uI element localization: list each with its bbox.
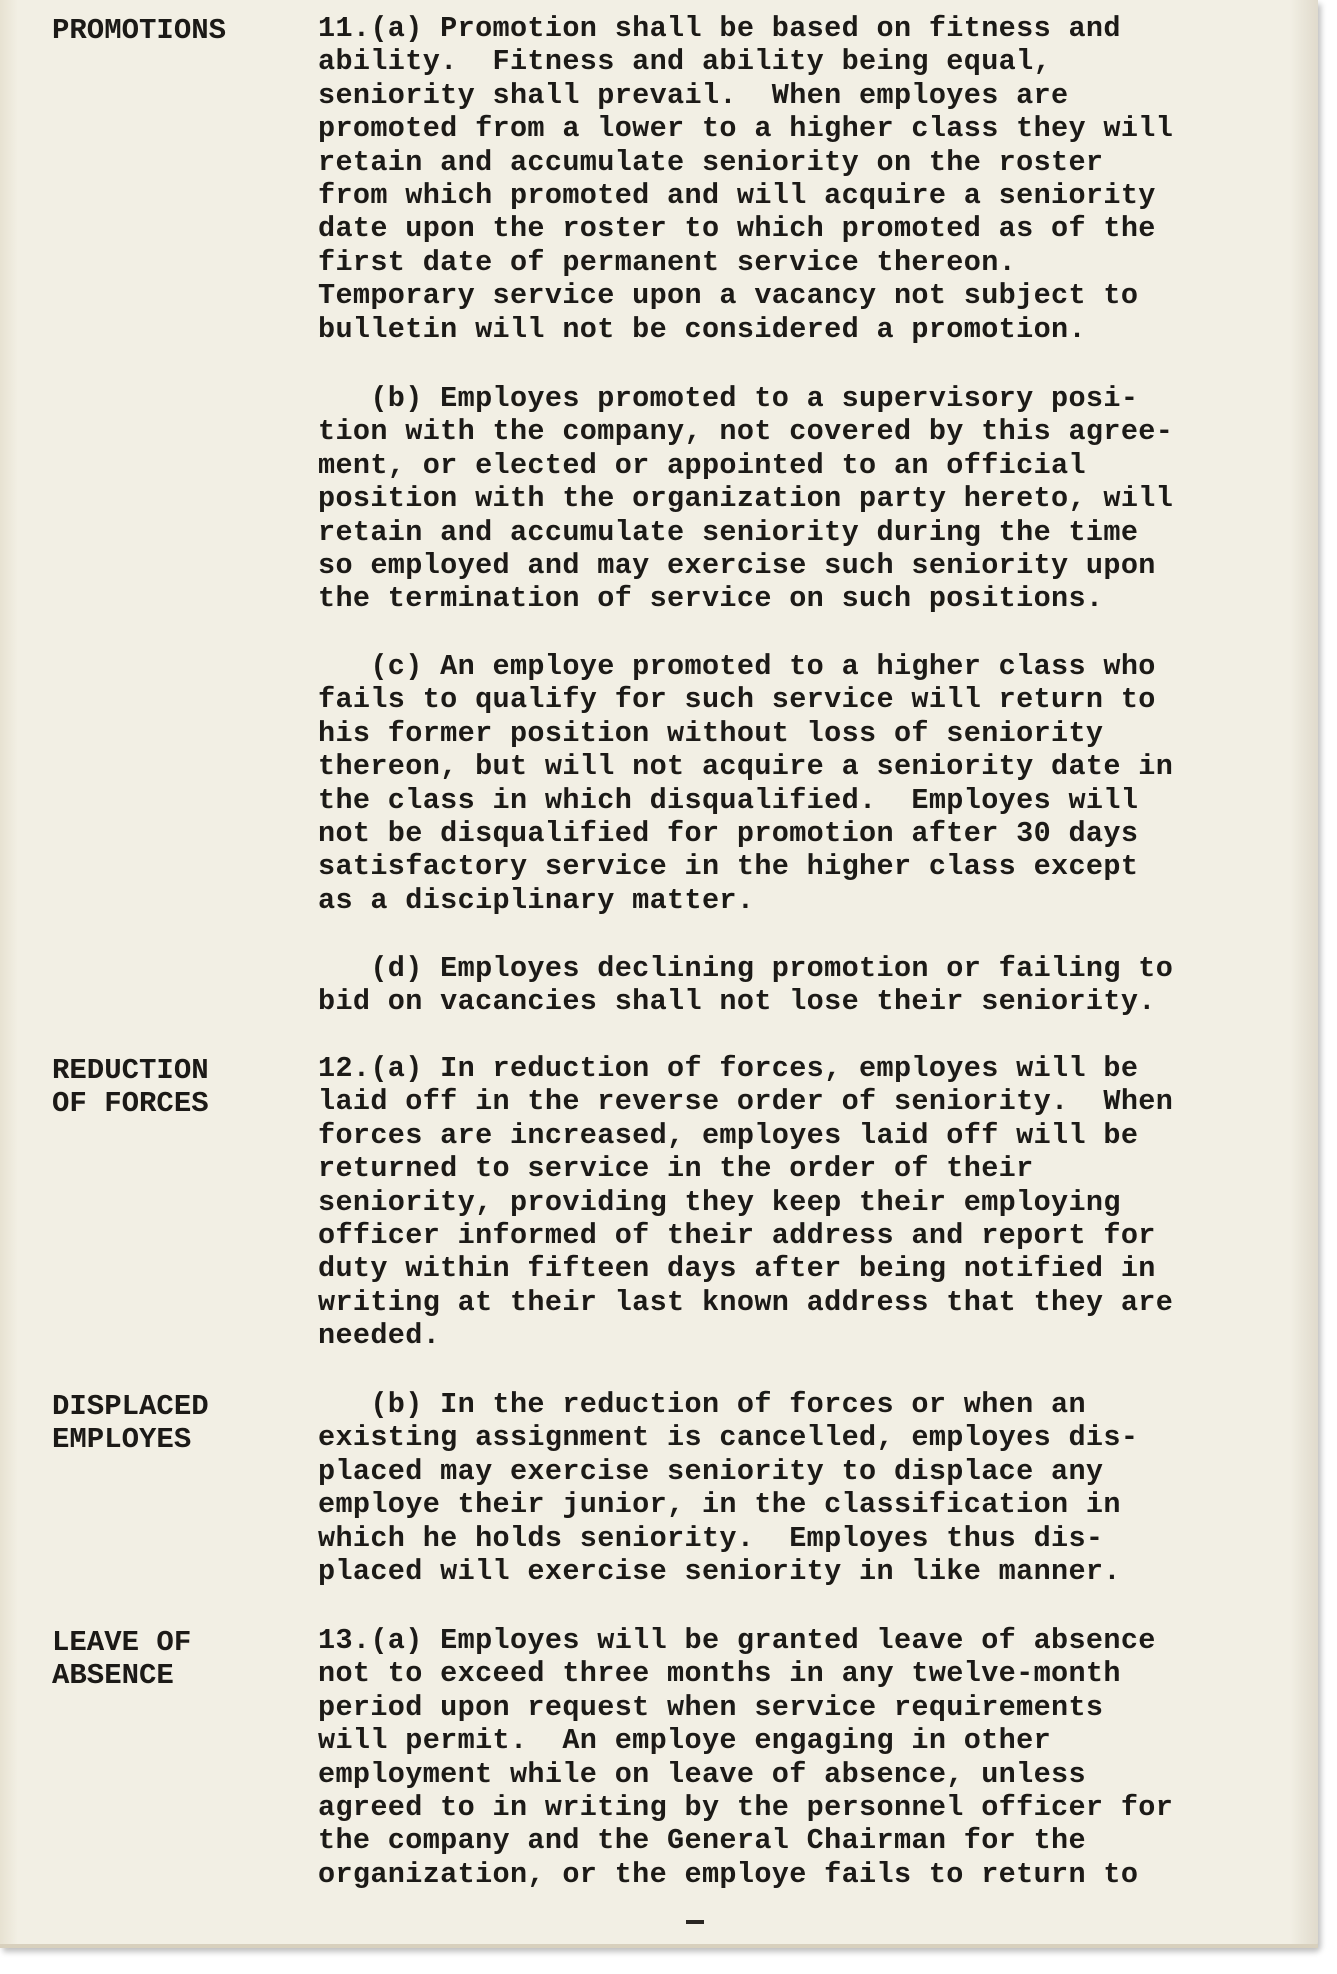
text-line: promoted from a lower to a higher class they will bbox=[318, 112, 1174, 146]
text-line: the class in which disqualified. Employes will bbox=[318, 783, 1139, 817]
text-line: retain and accumulate seniority during the time bbox=[318, 515, 1139, 549]
page-bottom-edge bbox=[0, 1944, 1318, 1948]
text-line: placed may exercise seniority to displace any bbox=[318, 1454, 1104, 1488]
text-line: bulletin will not be considered a promotion. bbox=[318, 312, 1086, 346]
text-line: laid off in the reverse order of seniority. When bbox=[318, 1085, 1174, 1119]
text-line: retain and accumulate seniority on the roster bbox=[318, 145, 1104, 179]
text-line: ability. Fitness and ability being equal, bbox=[318, 45, 1052, 79]
paragraph-11d bbox=[318, 952, 1318, 1019]
text-line: employe their junior, in the classification in bbox=[318, 1488, 1121, 1522]
text-line: not to exceed three months in any twelve-month bbox=[318, 1657, 1121, 1691]
margin-heading-leave-of-absence: LEAVE OF ABSENCE bbox=[52, 1626, 192, 1692]
text-line: organization, or the employe fails to return to bbox=[318, 1857, 1139, 1891]
margin-heading-reduction-of-forces: REDUCTION OF FORCES bbox=[52, 1054, 209, 1120]
text-line: the termination of service on such positions. bbox=[318, 582, 1104, 616]
text-line: employment while on leave of absence, unless bbox=[318, 1757, 1086, 1791]
text-line: tion with the company, not covered by this agree- bbox=[318, 415, 1174, 449]
text-line: satisfactory service in the higher class except bbox=[318, 850, 1139, 884]
text-line: seniority, providing they keep their employing bbox=[318, 1185, 1121, 1219]
text-line: period upon request when service requirements bbox=[318, 1690, 1104, 1724]
text-line: will permit. An employe engaging in other bbox=[318, 1724, 1052, 1758]
text-line: (b) Employes promoted to a supervisory posi- bbox=[318, 382, 1139, 415]
text-line: forces are increased, employes laid off will be bbox=[318, 1118, 1139, 1152]
paragraph-12a bbox=[318, 1052, 1318, 1353]
text-line: (d) Employes declining promotion or failing to bbox=[318, 952, 1174, 985]
margin-heading-promotions: PROMOTIONS bbox=[52, 14, 227, 47]
text-line: 12.(a) In reduction of forces, employes will be bbox=[318, 1052, 1139, 1085]
text-line: 11.(a) Promotion shall be based on fitness and bbox=[318, 12, 1121, 45]
text-line: seniority shall prevail. When employes are bbox=[318, 78, 1069, 112]
text-line: not be disqualified for promotion after 30 days bbox=[318, 816, 1139, 850]
margin-heading-displaced-employes: DISPLACED EMPLOYES bbox=[52, 1390, 209, 1456]
text-line: needed. bbox=[318, 1319, 441, 1353]
text-line: writing at their last known address that they are bbox=[318, 1285, 1174, 1319]
text-line: date upon the roster to which promoted as of the bbox=[318, 212, 1156, 246]
text-line: his former position without loss of seniority bbox=[318, 716, 1104, 750]
paragraph-13a bbox=[318, 1624, 1318, 1891]
text-line: thereon, but will not acquire a seniority date in bbox=[318, 750, 1174, 784]
page-number-mark bbox=[686, 1920, 704, 1924]
text-line: existing assignment is cancelled, employes dis- bbox=[318, 1421, 1139, 1455]
text-line: 13.(a) Employes will be granted leave of absence bbox=[318, 1624, 1156, 1657]
text-line: so employed and may exercise such seniority upon bbox=[318, 548, 1156, 582]
paragraph-11b bbox=[318, 382, 1318, 616]
text-line: which he holds seniority. Employes thus dis- bbox=[318, 1521, 1104, 1555]
text-line: (c) An employe promoted to a higher class who bbox=[318, 650, 1156, 683]
text-line: from which promoted and will acquire a seniority bbox=[318, 178, 1156, 212]
paragraph-11a bbox=[318, 12, 1318, 346]
text-line: officer informed of their address and report for bbox=[318, 1218, 1156, 1252]
text-line: returned to service in the order of their bbox=[318, 1152, 1034, 1186]
text-line: Temporary service upon a vacancy not subject to bbox=[318, 279, 1139, 313]
text-line: the company and the General Chairman for the bbox=[318, 1824, 1086, 1858]
text-line: (b) In the reduction of forces or when an bbox=[318, 1388, 1086, 1421]
text-line: bid on vacancies shall not lose their seniority. bbox=[318, 985, 1156, 1019]
paragraph-12b bbox=[318, 1388, 1318, 1588]
paragraph-11c bbox=[318, 650, 1318, 917]
text-line: agreed to in writing by the personnel officer for bbox=[318, 1790, 1174, 1824]
text-line: ment, or elected or appointed to an official bbox=[318, 448, 1086, 482]
text-line: fails to qualify for such service will return to bbox=[318, 683, 1156, 717]
text-line: position with the organization party hereto, will bbox=[318, 482, 1174, 516]
text-line: as a disciplinary matter. bbox=[318, 883, 755, 917]
text-line: placed will exercise seniority in like manner. bbox=[318, 1554, 1121, 1588]
text-line: first date of permanent service thereon. bbox=[318, 245, 1017, 279]
text-line: duty within fifteen days after being notified in bbox=[318, 1252, 1156, 1286]
